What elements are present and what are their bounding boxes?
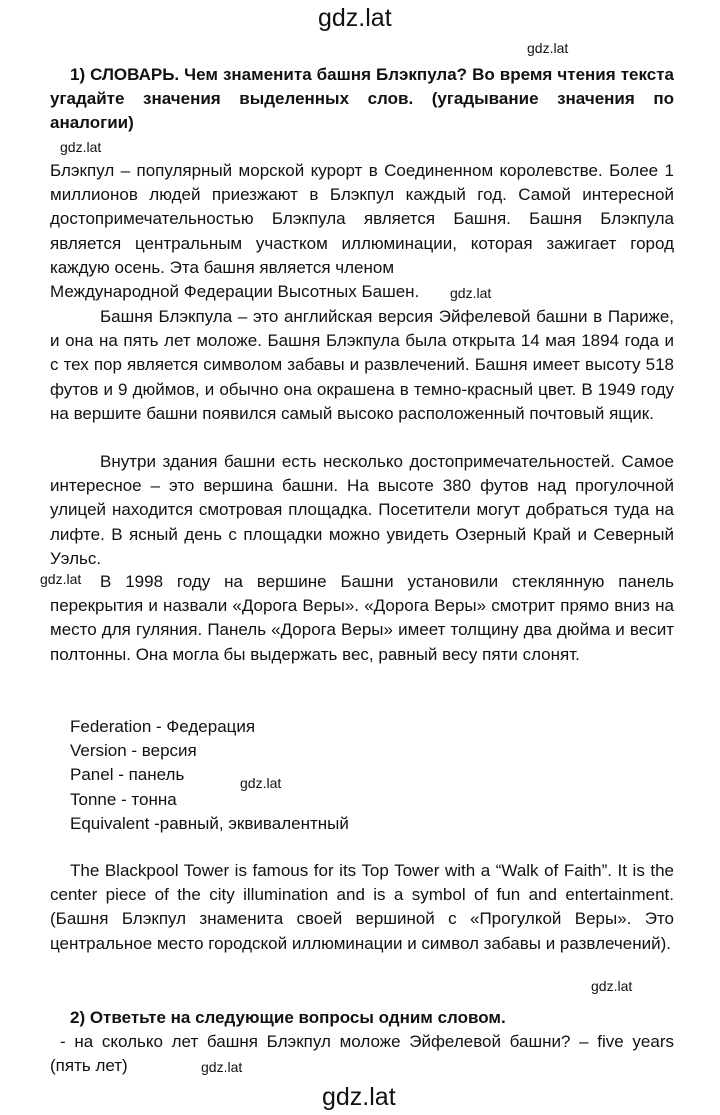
vocabulary-item: Equivalent -равный, эквивалентный bbox=[70, 813, 349, 833]
paragraph-4: В 1998 году на вершине Башни установили стеклянную панель перекрытия и назвали «Дорога Веры». «Дорога Веры» смотрит прямо вниз на место для гуляния. Панель «Дорога Веры» имеет толщину два дюйма и весит полтонны. Она могла бы выдержать вес, равный весу пяти слонят. bbox=[50, 572, 674, 664]
watermark-small: gdz.lat bbox=[201, 1059, 243, 1075]
task1-heading: 1) СЛОВАРЬ. Чем знаменита башня Блэкпула? Во время чтения текста угадайте значения выделенных слов. (угадывание значения по аналогии) bbox=[50, 65, 674, 133]
watermark-small: gdz.lat bbox=[40, 571, 82, 587]
watermark-bottom: gdz.lat bbox=[322, 1083, 396, 1111]
paragraph-1 bbox=[50, 159, 674, 304]
watermark-top: gdz.lat bbox=[318, 4, 392, 32]
paragraph-1-last-line: Международной Федерации Высотных Башен. bbox=[50, 282, 420, 302]
watermark-small: gdz.lat bbox=[591, 978, 633, 994]
task2-heading: 2) Ответьте на следующие вопросы одним словом. bbox=[70, 1008, 506, 1027]
paragraph-2: Башня Блэкпула – это английская версия Эйфелевой башни в Париже, и она на пять лет моложе. Башня Блэкпула была открыта 14 мая 1894 года и с тех пор является символом забавы и развлечений. Башня имеет высоту 518 футов и 9 дюймов, и обычно она окрашена в темно-красный цвет. В 1949 году на вершите башни появился самый высоко расположенный почтовый ящик. bbox=[50, 307, 674, 423]
watermark-small: gdz.lat bbox=[240, 775, 282, 791]
paragraph-3: Внутри здания башни есть несколько достопримечательностей. Самое интересное – это вершина башни. На высоте 380 футов над прогулочной улицей находится смотровая площадка. Посетители могут добраться туда на лифте. В ясный день с площадки можно увидеть Озерный Край и Северный Уэльс. bbox=[50, 452, 674, 568]
watermark-small: gdz.lat bbox=[60, 139, 102, 155]
vocabulary-item: Panel - панель bbox=[70, 765, 185, 785]
vocabulary-item: Tonne - тонна bbox=[70, 789, 177, 809]
vocabulary-item: Version - версия bbox=[70, 741, 197, 761]
watermark-small: gdz.lat bbox=[527, 40, 569, 56]
watermark-small: gdz.lat bbox=[450, 285, 492, 301]
answer-paragraph: The Blackpool Tower is famous for its Top Tower with a “Walk of Faith”. It is the center piece of the city illumination and is a symbol of fun and entertainment. (Башня Блэкпул знаменита своей вершиной с «Прогулкой Веры». Это центральное место городской иллюминации и символ забавы и развлечений). bbox=[50, 861, 674, 953]
paragraph-1-text: Блэкпул – популярный морской курорт в Соединенном королевстве. Более 1 миллионов людей приезжают в Блэкпул каждый год. Самой интересной достопримечательностью Блэкпула является Башня. Башня Блэкпула является центральным участком иллюминации, которая зажигает город каждую осень. Эта башня является членом bbox=[50, 161, 674, 277]
vocabulary-item: Federation - Федерация bbox=[70, 717, 256, 736]
task2-question: - на сколько лет башня Блэкпул моложе Эйфелевой башни? – five years (пять лет) bbox=[50, 1032, 674, 1076]
vocabulary-list bbox=[70, 715, 349, 836]
